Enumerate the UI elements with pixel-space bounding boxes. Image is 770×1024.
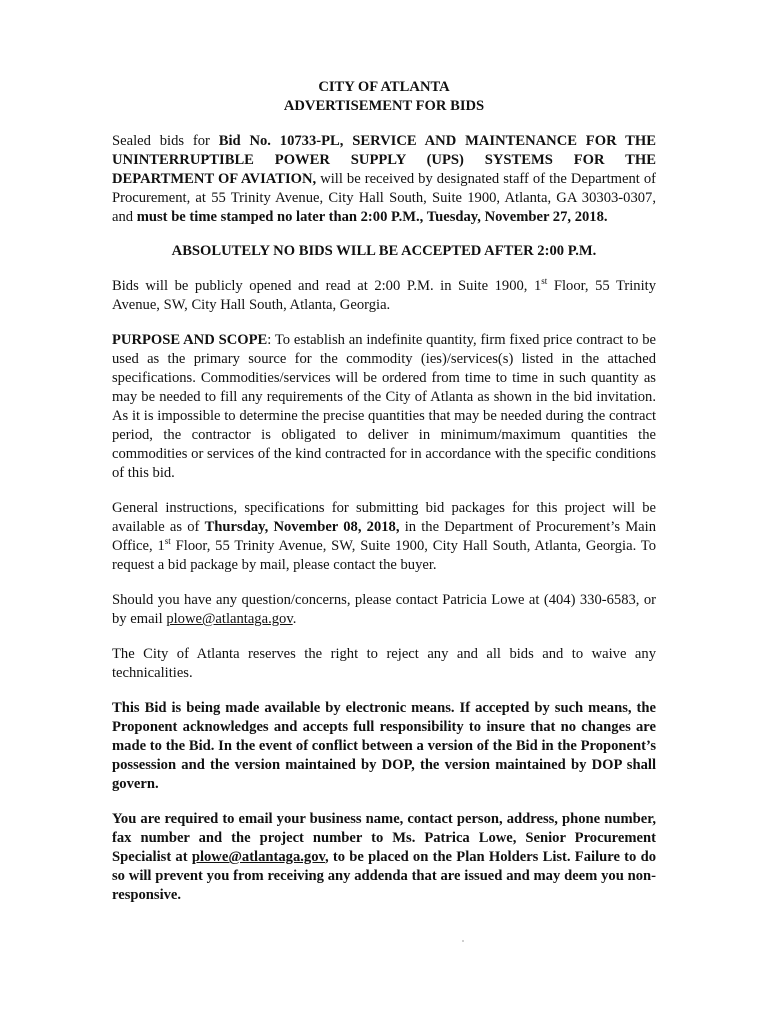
contact-email-link[interactable]: plowe@atlantaga.gov (166, 611, 293, 627)
instructions-date: Thursday, November 08, 2018, (204, 519, 400, 535)
required-paragraph (112, 810, 656, 905)
opening-text-1: Bids will be publicly opened and read at 2:00 P.M. in Suite 1900, 1 (112, 278, 542, 294)
contact-text-1: Should you have any question/concerns, please contact Patricia Lowe at (404) 330-6583, or by email (112, 592, 656, 627)
purpose-paragraph (112, 331, 656, 483)
opening-text-2: Floor, 55 Trinity Avenue, SW, City Hall South, Atlanta, Georgia. (112, 278, 657, 313)
required-text-1: You are required to email your business name, contact person, address, phone number, fax number and the project number to Ms. Patrica Lowe, Senior Procurement Specialist at (112, 811, 656, 865)
purpose-text: : To establish an indefinite quantity, firm fixed price contract to be used as the primary source for the commodity (ies)/services(s) listed in the attached specifications. Commodities/services will be ordered from time to time in such quantity as may be needed to fill any requirements of the City of Atlanta as shown in the bid invitation. As it is impossible to determine the precise quantities that may be needed during the contract period, the contractor is obligated to deliver in minimum/maximum quantities the commodities or services of the kind contracted for in accordance with the specific conditions of this bid. (112, 332, 657, 481)
instructions-sup: st (164, 536, 171, 547)
intro-text-2: will be received by designated staff of the Department of Procurement, at 55 Trinity Avenue, City Hall South, Suite 1900, Atlanta, GA 30303-0307, and (112, 171, 656, 225)
instructions-text-3: Floor, 55 Trinity Avenue, SW, Suite 1900, City Hall South, Atlanta, Georgia. To request a bid package by mail, please contact the buyer. (112, 538, 656, 573)
intro-bid-title: Bid No. 10733-PL, SERVICE AND MAINTENANCE FOR THE UNINTERRUPTIBLE POWER SUPPLY (UPS) SYSTEMS FOR THE DEPARTMENT OF AVIATION, (112, 133, 656, 187)
electronic-paragraph: This Bid is being made available by electronic means. If accepted by such means, the Proponent acknowledges and accepts full responsibility to insure that no changes are made to the Bid. In the event of conflict between a version of the Bid in the Proponent’s possession and the version maintained by DOP, the version maintained by DOP shall govern. (112, 700, 656, 792)
required-text-2: , to be placed on the Plan Holders List. Failure to do so will prevent you from receiving any addenda that are issued and may deem you non-responsive. (112, 849, 656, 903)
document-body (112, 78, 656, 905)
opening-paragraph (112, 277, 656, 315)
intro-paragraph (112, 132, 656, 227)
required-email-link[interactable]: plowe@atlantaga.gov (191, 849, 326, 865)
deadline-warning: ABSOLUTELY NO BIDS WILL BE ACCEPTED AFTER 2:00 P.M. (171, 243, 597, 259)
opening-sup: st (541, 276, 548, 287)
intro-text-1: Sealed bids for (112, 133, 219, 149)
scan-speck (462, 940, 464, 942)
purpose-label: PURPOSE AND SCOPE (112, 332, 268, 348)
instructions-paragraph (112, 499, 656, 575)
document-title-advertisement: ADVERTISEMENT FOR BIDS (283, 98, 485, 114)
document-title-city: CITY OF ATLANTA (318, 79, 450, 95)
contact-paragraph (112, 591, 656, 629)
reserve-paragraph: The City of Atlanta reserves the right to reject any and all bids and to waive any technicalities. (112, 646, 656, 681)
instructions-text-1: General instructions, specifications for submitting bid packages for this project will be available as of (112, 500, 656, 535)
instructions-text-2: in the Department of Procurement’s Main Office, 1 (112, 519, 656, 554)
intro-deadline: must be time stamped no later than 2:00 P.M., Tuesday, November 27, 2018. (136, 209, 608, 225)
contact-text-2: . (292, 611, 297, 627)
